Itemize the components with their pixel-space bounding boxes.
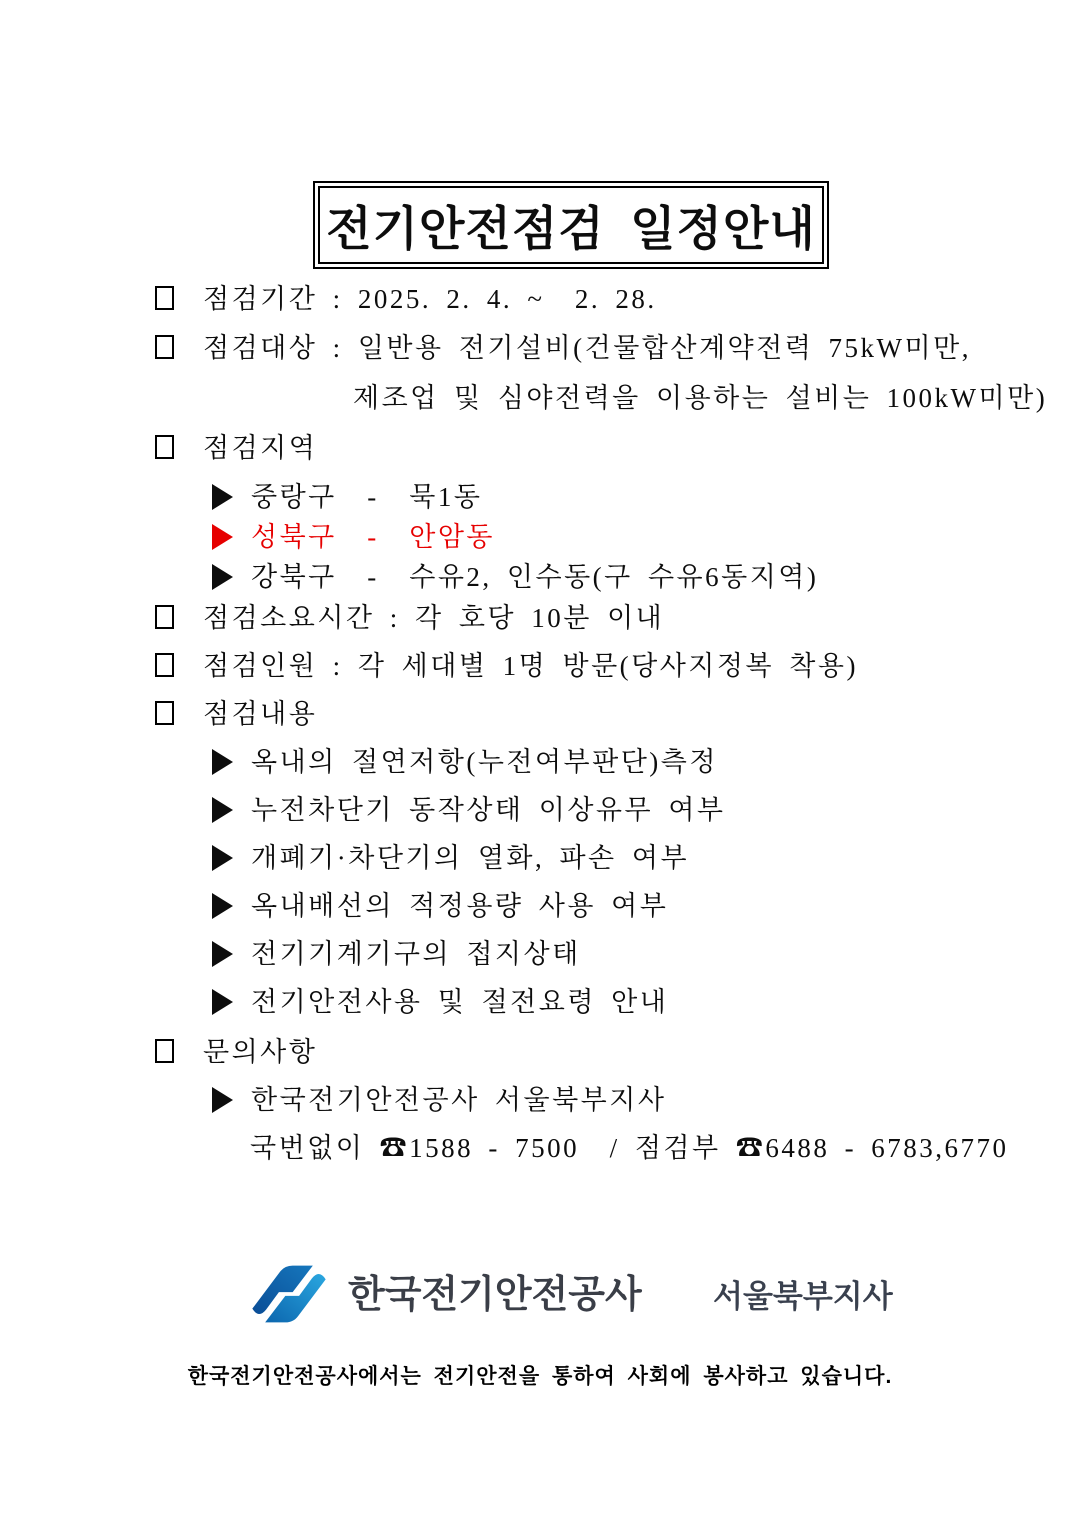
square-bullet-icon (155, 605, 174, 629)
inquiry-organization (212, 1084, 666, 1116)
item-text: 점검인원 : 각 세대별 1명 방문(당사지정복 착용) (203, 651, 858, 681)
item-text: 전기기계기구의 접지상태 (251, 939, 581, 969)
content-item-breaker-operation (212, 794, 725, 826)
arrow-bullet-icon (212, 524, 233, 550)
arrow-bullet-icon (212, 484, 233, 510)
arrow-bullet-icon (212, 893, 233, 919)
item-inspection-personnel (155, 650, 858, 682)
item-text: 점검대상 : 일반용 전기설비(건물합산계약전력 75kW미만, (203, 333, 971, 363)
arrow-bullet-icon (212, 989, 233, 1015)
item-text: 중랑구 - 묵1동 (251, 482, 483, 512)
region-item-seongbuk-highlighted (212, 521, 495, 553)
arrow-bullet-icon (212, 797, 233, 823)
item-text: 한국전기안전공사 서울북부지사 (251, 1085, 667, 1115)
item-inspection-region-heading (155, 432, 317, 464)
item-text: 강북구 - 수유2, 인수동(구 수유6동지역) (251, 562, 819, 592)
content-item-insulation (212, 746, 718, 778)
region-item-gangbuk (212, 561, 818, 593)
arrow-bullet-icon (212, 845, 233, 871)
square-bullet-icon (155, 286, 174, 310)
item-text: 누전차단기 동작상태 이상유무 여부 (251, 795, 726, 825)
content-item-grounding (212, 938, 581, 970)
page-title: 전기안전점검 일정안내 (326, 203, 816, 256)
item-text: 점검소요시간 : 각 호당 10분 이내 (203, 603, 665, 633)
item-text: 점검지역 (203, 433, 318, 463)
square-bullet-icon (155, 653, 174, 677)
item-text: 개폐기·차단기의 열화, 파손 여부 (251, 843, 690, 873)
item-inspection-target (155, 332, 971, 364)
content-item-wiring-capacity (212, 890, 668, 922)
title-box-inner (318, 186, 824, 264)
item-inspection-content-heading (155, 698, 317, 730)
item-inquiry-heading (155, 1036, 317, 1068)
footer-slogan: 한국전기안전공사에서는 전기안전을 통하여 사회에 봉사하고 있습니다. (187, 1365, 893, 1388)
item-inspection-duration (155, 602, 664, 634)
arrow-bullet-icon (212, 749, 233, 775)
square-bullet-icon (155, 701, 174, 725)
item-inspection-period (155, 283, 657, 315)
square-bullet-icon (155, 435, 174, 459)
content-item-safety-guide (212, 986, 668, 1018)
item-text: 옥내배선의 적정용량 사용 여부 (251, 891, 669, 921)
square-bullet-icon (155, 1039, 174, 1063)
item-text: 국번없이 ☎1588 - 7500 / 점검부 ☎6488 - 6783,6770 (250, 1133, 1009, 1163)
title-box (313, 181, 829, 269)
item-text: 옥내의 절연저항(누전여부판단)측정 (251, 747, 718, 777)
region-item-jungnang (212, 481, 482, 513)
item-text: 제조업 및 심야전력을 이용하는 설비는 100kW미만) (353, 383, 1048, 413)
item-text: 성북구 - 안암동 (251, 522, 495, 552)
square-bullet-icon (155, 335, 174, 359)
arrow-bullet-icon (212, 564, 233, 590)
kesco-logo-icon (238, 1250, 340, 1338)
content-item-switch-deterioration (212, 842, 689, 874)
arrow-bullet-icon (212, 1087, 233, 1113)
logo-branch-name: 서울북부지사 (713, 1279, 893, 1314)
item-inspection-target-continued (353, 382, 1047, 414)
logo-company-name: 한국전기안전공사 (348, 1274, 642, 1316)
item-text: 점검내용 (203, 699, 318, 729)
item-text: 문의사항 (203, 1037, 318, 1067)
inquiry-phone-numbers (250, 1132, 1009, 1164)
item-text: 점검기간 : 2025. 2. 4. ~ 2. 28. (203, 284, 657, 314)
item-text: 전기안전사용 및 절전요령 안내 (251, 987, 669, 1017)
arrow-bullet-icon (212, 941, 233, 967)
